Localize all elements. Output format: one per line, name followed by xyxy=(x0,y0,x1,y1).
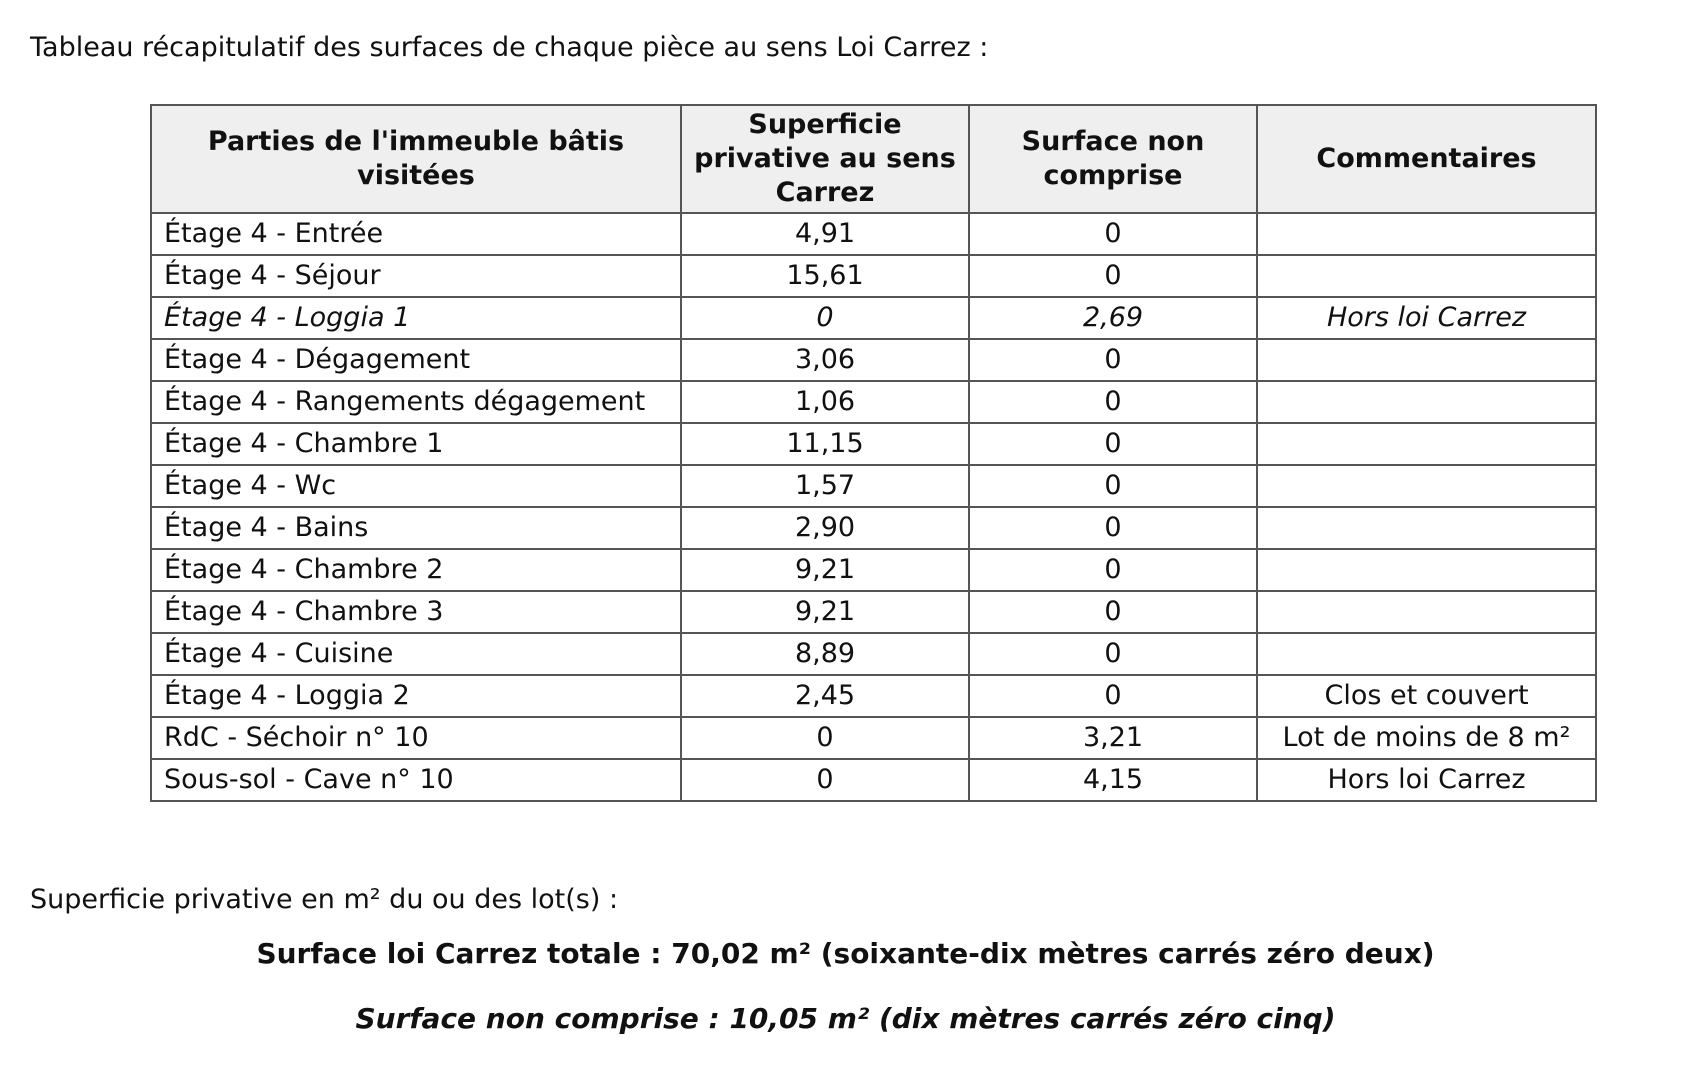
total-carrez: Surface loi Carrez totale : 70,02 m² (soixante-dix mètres carrés zéro deux) xyxy=(256,937,1435,970)
cell-carrez: 11,15 xyxy=(681,423,969,465)
header-pieces: Parties de l'immeuble bâtis visitées xyxy=(151,105,681,213)
table-row xyxy=(151,381,1596,423)
cell-carrez: 0 xyxy=(681,297,969,339)
header-carrez: Superficie privative au sens Carrez xyxy=(681,105,969,213)
surfaces-table xyxy=(150,104,1597,802)
table-row xyxy=(151,675,1596,717)
cell-non-comprise: 3,21 xyxy=(969,717,1257,759)
cell-carrez: 9,21 xyxy=(681,549,969,591)
cell-carrez: 2,90 xyxy=(681,507,969,549)
cell-piece: Étage 4 - Entrée xyxy=(151,213,681,255)
header-commentaires: Commentaires xyxy=(1257,105,1596,213)
table-row xyxy=(151,633,1596,675)
cell-carrez: 0 xyxy=(681,717,969,759)
cell-non-comprise: 0 xyxy=(969,465,1257,507)
cell-non-comprise: 0 xyxy=(969,339,1257,381)
cell-non-comprise: 0 xyxy=(969,633,1257,675)
cell-piece: Étage 4 - Loggia 1 xyxy=(151,297,681,339)
table-row xyxy=(151,213,1596,255)
cell-commentaire xyxy=(1257,381,1596,423)
intro-text: Tableau récapitulatif des surfaces de chaque pièce au sens Loi Carrez : xyxy=(30,32,989,63)
table-row xyxy=(151,423,1596,465)
cell-piece: Étage 4 - Loggia 2 xyxy=(151,675,681,717)
cell-commentaire xyxy=(1257,633,1596,675)
cell-carrez: 8,89 xyxy=(681,633,969,675)
cell-piece: Étage 4 - Bains xyxy=(151,507,681,549)
cell-non-comprise: 0 xyxy=(969,213,1257,255)
cell-non-comprise: 4,15 xyxy=(969,759,1257,801)
cell-non-comprise: 0 xyxy=(969,507,1257,549)
table-body xyxy=(151,213,1596,801)
cell-non-comprise: 0 xyxy=(969,255,1257,297)
table-row xyxy=(151,255,1596,297)
cell-piece: RdC - Séchoir n° 10 xyxy=(151,717,681,759)
cell-commentaire xyxy=(1257,339,1596,381)
table-row xyxy=(151,591,1596,633)
cell-non-comprise: 0 xyxy=(969,423,1257,465)
cell-commentaire xyxy=(1257,549,1596,591)
cell-carrez: 15,61 xyxy=(681,255,969,297)
cell-piece: Étage 4 - Séjour xyxy=(151,255,681,297)
table-row xyxy=(151,507,1596,549)
summary-label: Superficie privative en m² du ou des lot(s) : xyxy=(30,884,619,915)
table-row xyxy=(151,549,1596,591)
cell-commentaire xyxy=(1257,465,1596,507)
cell-carrez: 2,45 xyxy=(681,675,969,717)
cell-commentaire xyxy=(1257,507,1596,549)
cell-piece: Sous-sol - Cave n° 10 xyxy=(151,759,681,801)
cell-non-comprise: 0 xyxy=(969,675,1257,717)
cell-non-comprise: 0 xyxy=(969,591,1257,633)
cell-piece: Étage 4 - Wc xyxy=(151,465,681,507)
cell-piece: Étage 4 - Dégagement xyxy=(151,339,681,381)
table-header-row xyxy=(151,105,1596,213)
cell-non-comprise: 2,69 xyxy=(969,297,1257,339)
cell-carrez: 4,91 xyxy=(681,213,969,255)
cell-piece: Étage 4 - Chambre 2 xyxy=(151,549,681,591)
cell-carrez: 1,06 xyxy=(681,381,969,423)
cell-commentaire: Hors loi Carrez xyxy=(1257,297,1596,339)
table-row xyxy=(151,759,1596,801)
cell-commentaire xyxy=(1257,255,1596,297)
cell-commentaire: Clos et couvert xyxy=(1257,675,1596,717)
cell-carrez: 3,06 xyxy=(681,339,969,381)
cell-commentaire: Lot de moins de 8 m² xyxy=(1257,717,1596,759)
cell-carrez: 0 xyxy=(681,759,969,801)
table-row xyxy=(151,717,1596,759)
table-row xyxy=(151,339,1596,381)
cell-non-comprise: 0 xyxy=(969,549,1257,591)
cell-piece: Étage 4 - Chambre 3 xyxy=(151,591,681,633)
cell-commentaire xyxy=(1257,423,1596,465)
total-non-comprise: Surface non comprise : 10,05 m² (dix mètres carrés zéro cinq) xyxy=(355,1002,1336,1035)
cell-carrez: 9,21 xyxy=(681,591,969,633)
cell-commentaire xyxy=(1257,591,1596,633)
cell-commentaire: Hors loi Carrez xyxy=(1257,759,1596,801)
cell-piece: Étage 4 - Rangements dégagement xyxy=(151,381,681,423)
table-row xyxy=(151,465,1596,507)
table-row xyxy=(151,297,1596,339)
cell-piece: Étage 4 - Chambre 1 xyxy=(151,423,681,465)
cell-non-comprise: 0 xyxy=(969,381,1257,423)
cell-commentaire xyxy=(1257,213,1596,255)
cell-carrez: 1,57 xyxy=(681,465,969,507)
header-non-comprise: Surface non comprise xyxy=(969,105,1257,213)
cell-piece: Étage 4 - Cuisine xyxy=(151,633,681,675)
